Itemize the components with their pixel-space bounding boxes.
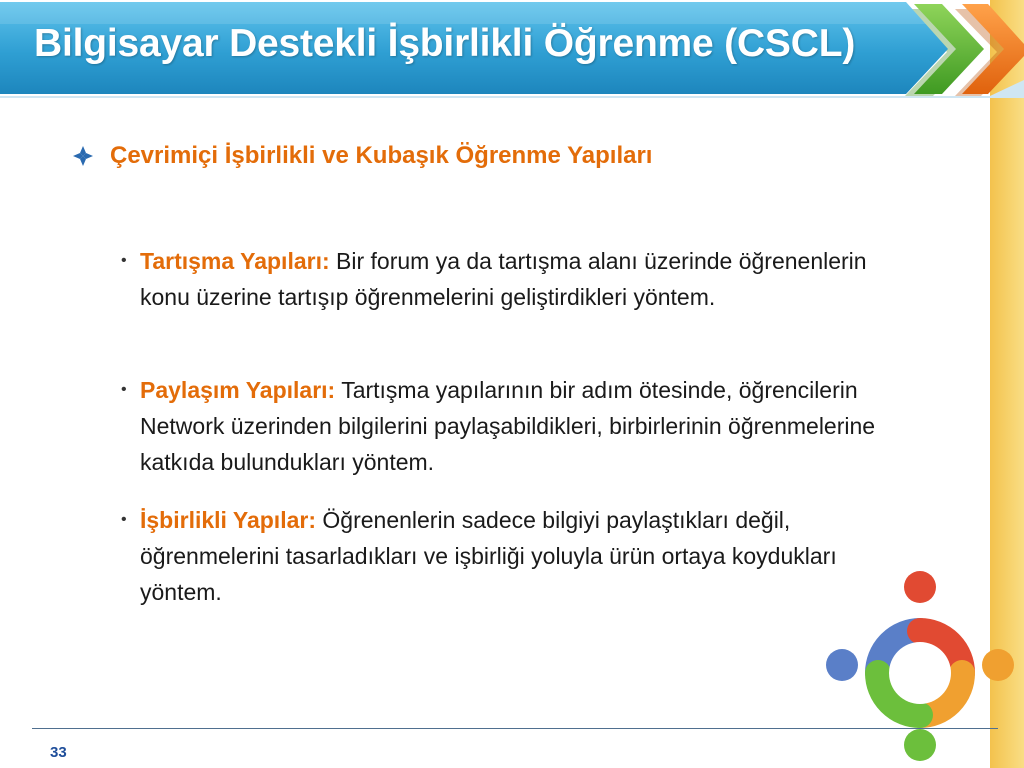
- bullet-dot-icon: •: [121, 252, 127, 269]
- diamond-bullet-icon: [72, 145, 94, 167]
- bullet-item-collaborative: [121, 502, 900, 610]
- bullet-text: Öğrenenlerin sadece bilgiyi paylaştıkları değil, öğrenmelerini tasarladıkları ve işbirliği yoluyla ürün ortaya koydukları yöntem.: [140, 507, 837, 605]
- bullet-term: Tartışma Yapıları:: [140, 248, 330, 274]
- bullet-text: Bir forum ya da tartışma alanı üzerinde öğrenenlerin konu üzerine tartışıp öğrenmelerini geliştirdikleri yöntem.: [140, 248, 867, 310]
- page-number: 33: [50, 744, 67, 761]
- collaboration-people-icon: [820, 565, 1020, 765]
- section-heading-text: Çevrimiçi İşbirlikli ve Kubaşık Öğrenme Yapıları: [110, 142, 653, 169]
- bullet-term: İşbirlikli Yapılar:: [140, 507, 316, 533]
- title-banner: [0, 0, 1024, 98]
- bullet-term: Paylaşım Yapıları:: [140, 377, 336, 403]
- bullet-dot-icon: •: [121, 511, 127, 528]
- bullet-text: Tartışma yapılarının bir adım ötesinde, öğrencilerin Network üzerinden bilgilerini paylaşabildikleri, birbirlerinin öğrenmelerine katkıda bulundukları yöntem.: [140, 377, 876, 475]
- section-heading: [72, 138, 652, 174]
- bullet-item-discussion: [121, 243, 900, 315]
- bullet-dot-icon: •: [121, 381, 127, 398]
- slide-title: Bilgisayar Destekli İşbirlikli Öğrenme (CSCL): [34, 22, 856, 65]
- footer-divider: [32, 728, 998, 729]
- bullet-item-sharing: [121, 372, 900, 480]
